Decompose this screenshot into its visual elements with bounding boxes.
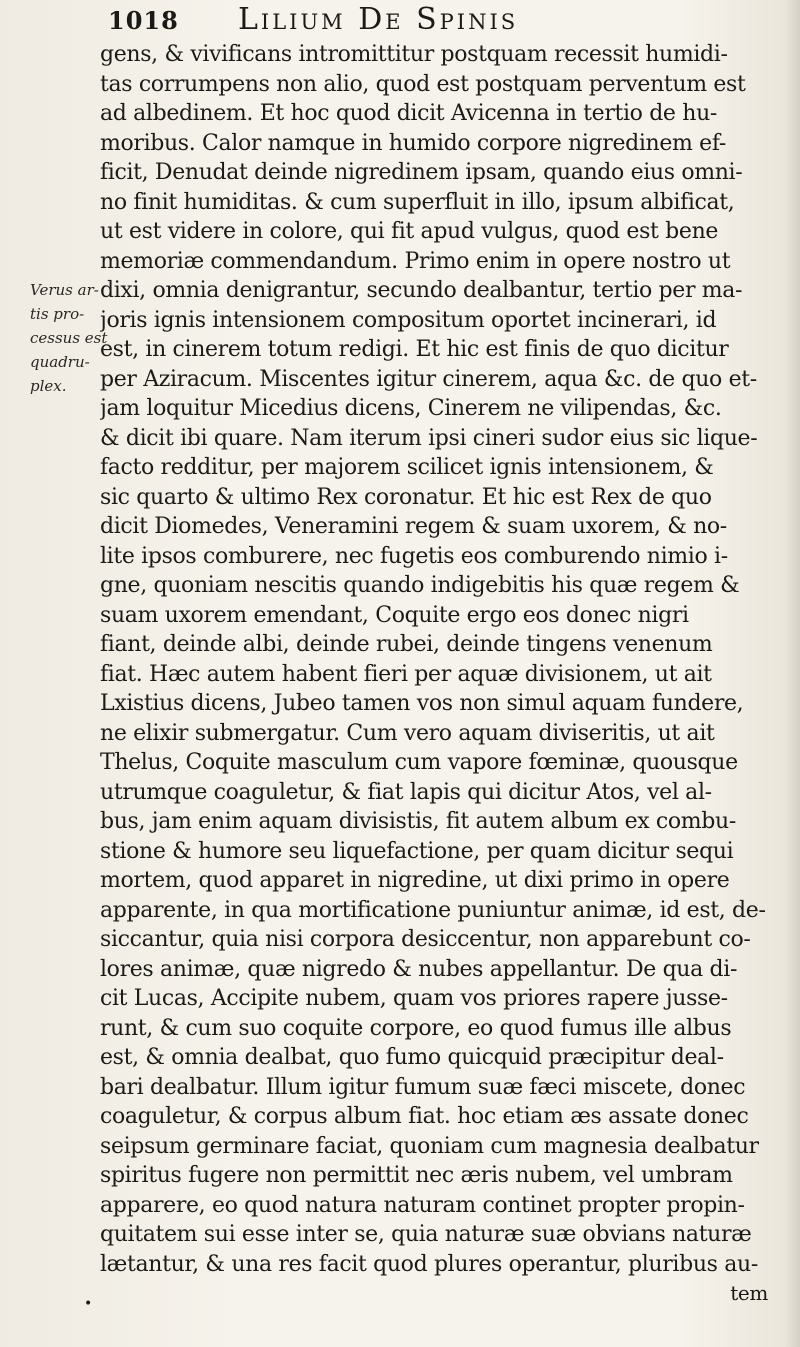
margin-note-line: plex. [30,377,67,395]
running-title: Lilium De Spinis [238,2,519,37]
text-line: no finit humiditas. & cum superfluit in illo, ipsum albificat, [100,189,735,215]
text-line: utrumque coaguletur, & fiat lapis qui dicitur Atos, vel al- [100,779,712,805]
margin-note-line: quadru- [30,353,90,371]
text-line: bari dealbatur. Illum igitur fumum suæ fæci miscete, donec [100,1074,746,1100]
text-line: spiritus fugere non permittit nec æris nubem, vel umbram [100,1163,733,1188]
text-line: apparente, in qua mortificatione puniuntur animæ, id est, de- [100,897,766,923]
margin-note [30,278,108,398]
text-line: dicit Diomedes, Veneramini regem & suam uxorem, & no- [100,514,727,539]
margin-note-line: tis pro- [30,305,85,323]
text-line: ad albedinem. Et hoc quod dicit Avicenna in tertio de hu- [100,101,717,126]
text-line: fiat. Hæc autem habent fieri per aquæ divisionem, ut ait [100,661,712,687]
text-line: moribus. Calor namque in humido corpore nigredinem ef- [100,130,726,156]
text-line: ne elixir submergatur. Cum vero aquam diviseritis, ut ait [100,720,715,746]
page-edge-shadow [784,0,800,1347]
text-line: apparere, eo quod natura naturam continet propter propin- [100,1192,745,1218]
page-number: 1018 [108,6,179,35]
text-line: Thelus, Coquite masculum cum vapore fœminæ, quousque [100,750,738,775]
text-line: mortem, quod apparet in nigredine, ut dixi primo in opere [100,868,730,893]
text-line: per Aziracum. Miscentes igitur cinerem, aqua &c. de quo et- [100,366,757,392]
text-line: lætantur, & una res facit quod plures operantur, pluribus au- [100,1251,758,1277]
text-line: ficit, Denudat deinde nigredinem ipsam, quando eius omni- [100,160,743,185]
text-line: bus, jam enim aquam divisistis, fit autem album ex combu- [100,809,736,834]
text-line: dixi, omnia denigrantur, secundo dealbantur, tertio per ma- [100,278,743,303]
text-line: seipsum germinare faciat, quoniam cum magnesia dealbatur [100,1133,759,1159]
text-line: joris ignis intensionem compositum oportet incinerari, id [100,307,717,333]
text-line: Lxistius dicens, Jubeo tamen vos non simul aquam fundere, [100,691,744,716]
text-line: gne, quoniam nescitis quando indigebitis his quæ regem & [100,573,740,598]
catchword: tem [730,1281,768,1305]
body-text [100,40,790,1309]
text-line: quitatem sui esse inter se, quia naturæ suæ obvians naturæ [100,1222,752,1247]
text-line: lores animæ, quæ nigredo & nubes appellantur. De qua di- [100,956,738,982]
text-line: jam loquitur Micedius dicens, Cinerem ne vilipendas, &c. [100,396,722,421]
text-line: lite ipsos comburere, nec fugetis eos comburendo nimio i- [100,543,728,569]
text-line: runt, & cum suo coquite corpore, eo quod fumus ille albus [100,1015,732,1041]
text-line: est, & omnia dealbat, quo fumo quicquid præcipitur deal- [100,1045,724,1070]
text-line: coaguletur, & corpus album fiat. hoc etiam æs assate donec [100,1104,749,1129]
margin-note-line: cessus est [30,329,108,347]
text-line: gens, & vivificans intromittitur postquam recessit humidi- [100,42,728,67]
margin-note-line: Verus ar- [30,281,99,299]
text-line: memoriæ commendandum. Primo enim in opere nostro ut [100,248,731,274]
text-line: facto redditur, per majorem scilicet ignis intensionem, & [100,455,714,480]
text-line: fiant, deinde albi, deinde rubei, deinde tingens venenum [100,632,713,657]
text-line: tas corrumpens non alio, quod est postquam perventum est [100,71,746,97]
margin-dot: • [84,1296,93,1312]
text-line: cit Lucas, Accipite nubem, quam vos priores rapere jusse- [100,986,728,1011]
text-line: sic quarto & ultimo Rex coronatur. Et hic est Rex de quo [100,484,712,510]
text-line: suam uxorem emendant, Coquite ergo eos donec nigri [100,602,689,628]
text-line: stione & humore seu liquefactione, per quam dicitur sequi [100,838,734,864]
text-line: siccantur, quia nisi corpora desiccentur, non apparebunt co- [100,927,751,952]
text-line: ut est videre in colore, qui fit apud vulgus, quod est bene [100,219,719,244]
running-head [108,2,758,36]
text-line: est, in cinerem totum redigi. Et hic est finis de quo dicitur [100,337,729,362]
text-line: & dicit ibi quare. Nam iterum ipsi cineri sudor eius sic lique- [100,425,758,451]
